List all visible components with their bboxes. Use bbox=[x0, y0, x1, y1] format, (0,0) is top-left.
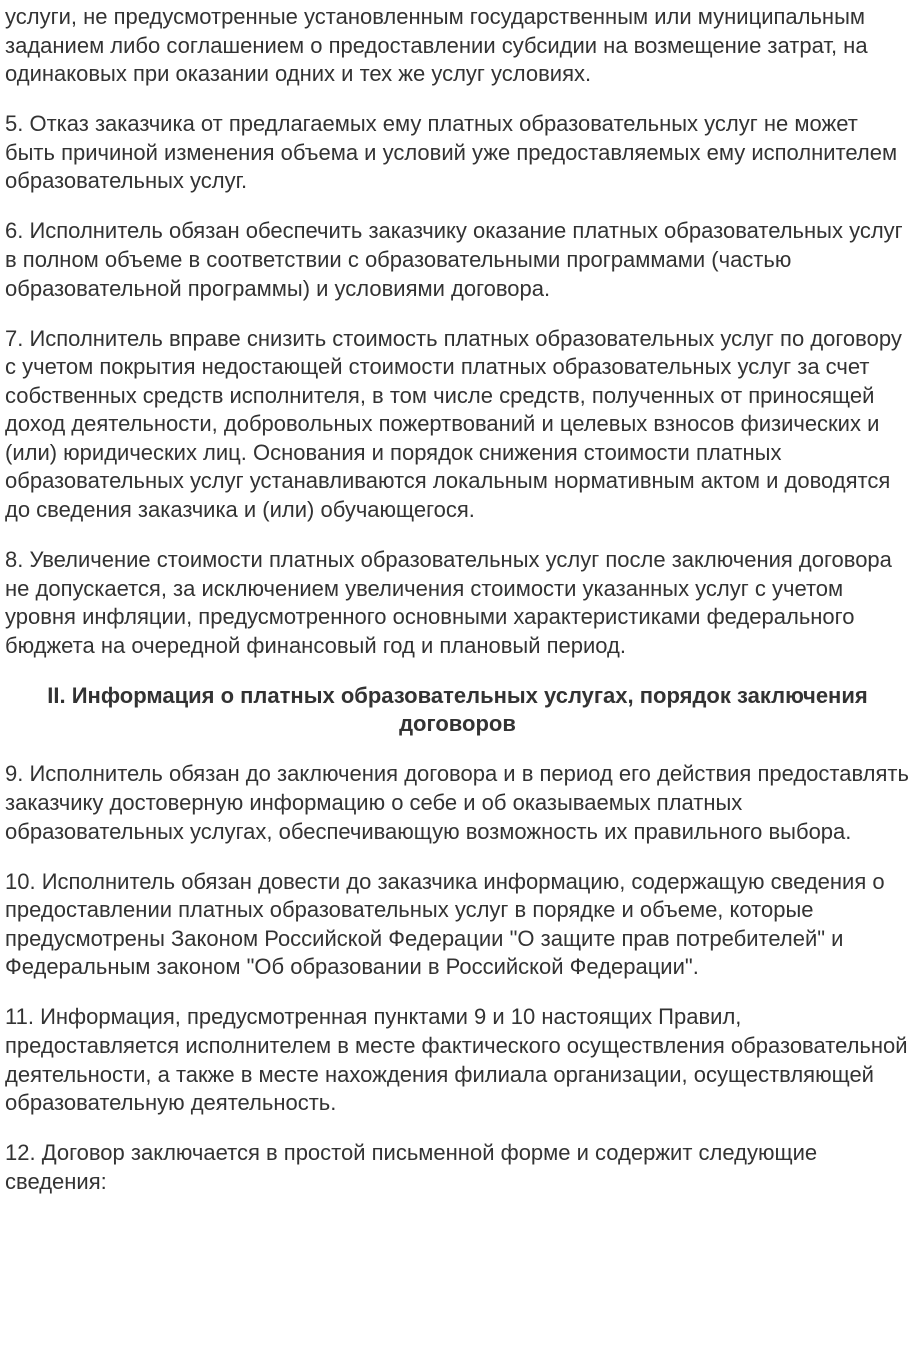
paragraph-item-5: 5. Отказ заказчика от предлагаемых ему платных образовательных услуг не может быть причиной изменения объема и условий уже предоставляемых ему исполнителем образовательных услуг. bbox=[5, 111, 898, 194]
paragraph-item-9: 9. Исполнитель обязан до заключения договора и в период его действия предоставлять заказчику достоверную информацию о себе и об оказываемых платных образовательных услугах, обеспечивающую возможность их правильного выбора. bbox=[5, 761, 909, 844]
paragraph-item-6: 6. Исполнитель обязан обеспечить заказчику оказание платных образовательных услуг в полном объеме в соответствии с образовательными программами (частью образовательной программы) и условиями договора. bbox=[5, 218, 903, 301]
paragraph-item-12: 12. Договор заключается в простой письменной форме и содержит следующие сведения: bbox=[5, 1140, 818, 1194]
paragraph-continuation: услуги, не предусмотренные установленным государственным или муниципальным заданием либо соглашением о предоставлении субсидии на возмещение затрат, на одинаковых при оказании одних и тех же услуг условиях. bbox=[5, 4, 868, 87]
paragraph-item-11: 11. Информация, предусмотренная пунктами 9 и 10 настоящих Правил, предоставляется исполнителем в месте фактического осуществления образовательной деятельности, а также в месте нахождения филиала организации, осуществляющей образовательную деятельность. bbox=[5, 1004, 908, 1116]
paragraph-item-10: 10. Исполнитель обязан довести до заказчика информацию, содержащую сведения о предоставлении платных образовательных услуг в порядке и объеме, которые предусмотрены Законом Российской Федерации "О защите прав потребителей" и Федеральным законом "Об образовании в Российской Федерации". bbox=[5, 868, 885, 980]
paragraph-item-7: 7. Исполнитель вправе снизить стоимость платных образовательных услуг по договору с учетом покрытия недостающей стоимости платных образовательных услуг за счет собственных средств исполнителя, в том числе средств, полученных от приносящей доход деятельности, добровольных пожертвований и целевых взносов физических и (или) юридических лиц. Основания и порядок снижения стоимости платных образовательных услуг устанавливаются локальным нормативным актом и доводятся до сведения заказчика и (или) обучающегося. bbox=[5, 325, 902, 523]
section-heading: II. Информация о платных образовательных услугах, порядок заключения договоров bbox=[47, 682, 868, 737]
paragraph-item-8: 8. Увеличение стоимости платных образовательных услуг после заключения договора не допускается, за исключением увеличения стоимости указанных услуг с учетом уровня инфляции, предусмотренного основными характеристиками федерального бюджета на очередной финансовый год и плановый период. bbox=[5, 547, 892, 658]
document-body bbox=[5, 3, 910, 1218]
